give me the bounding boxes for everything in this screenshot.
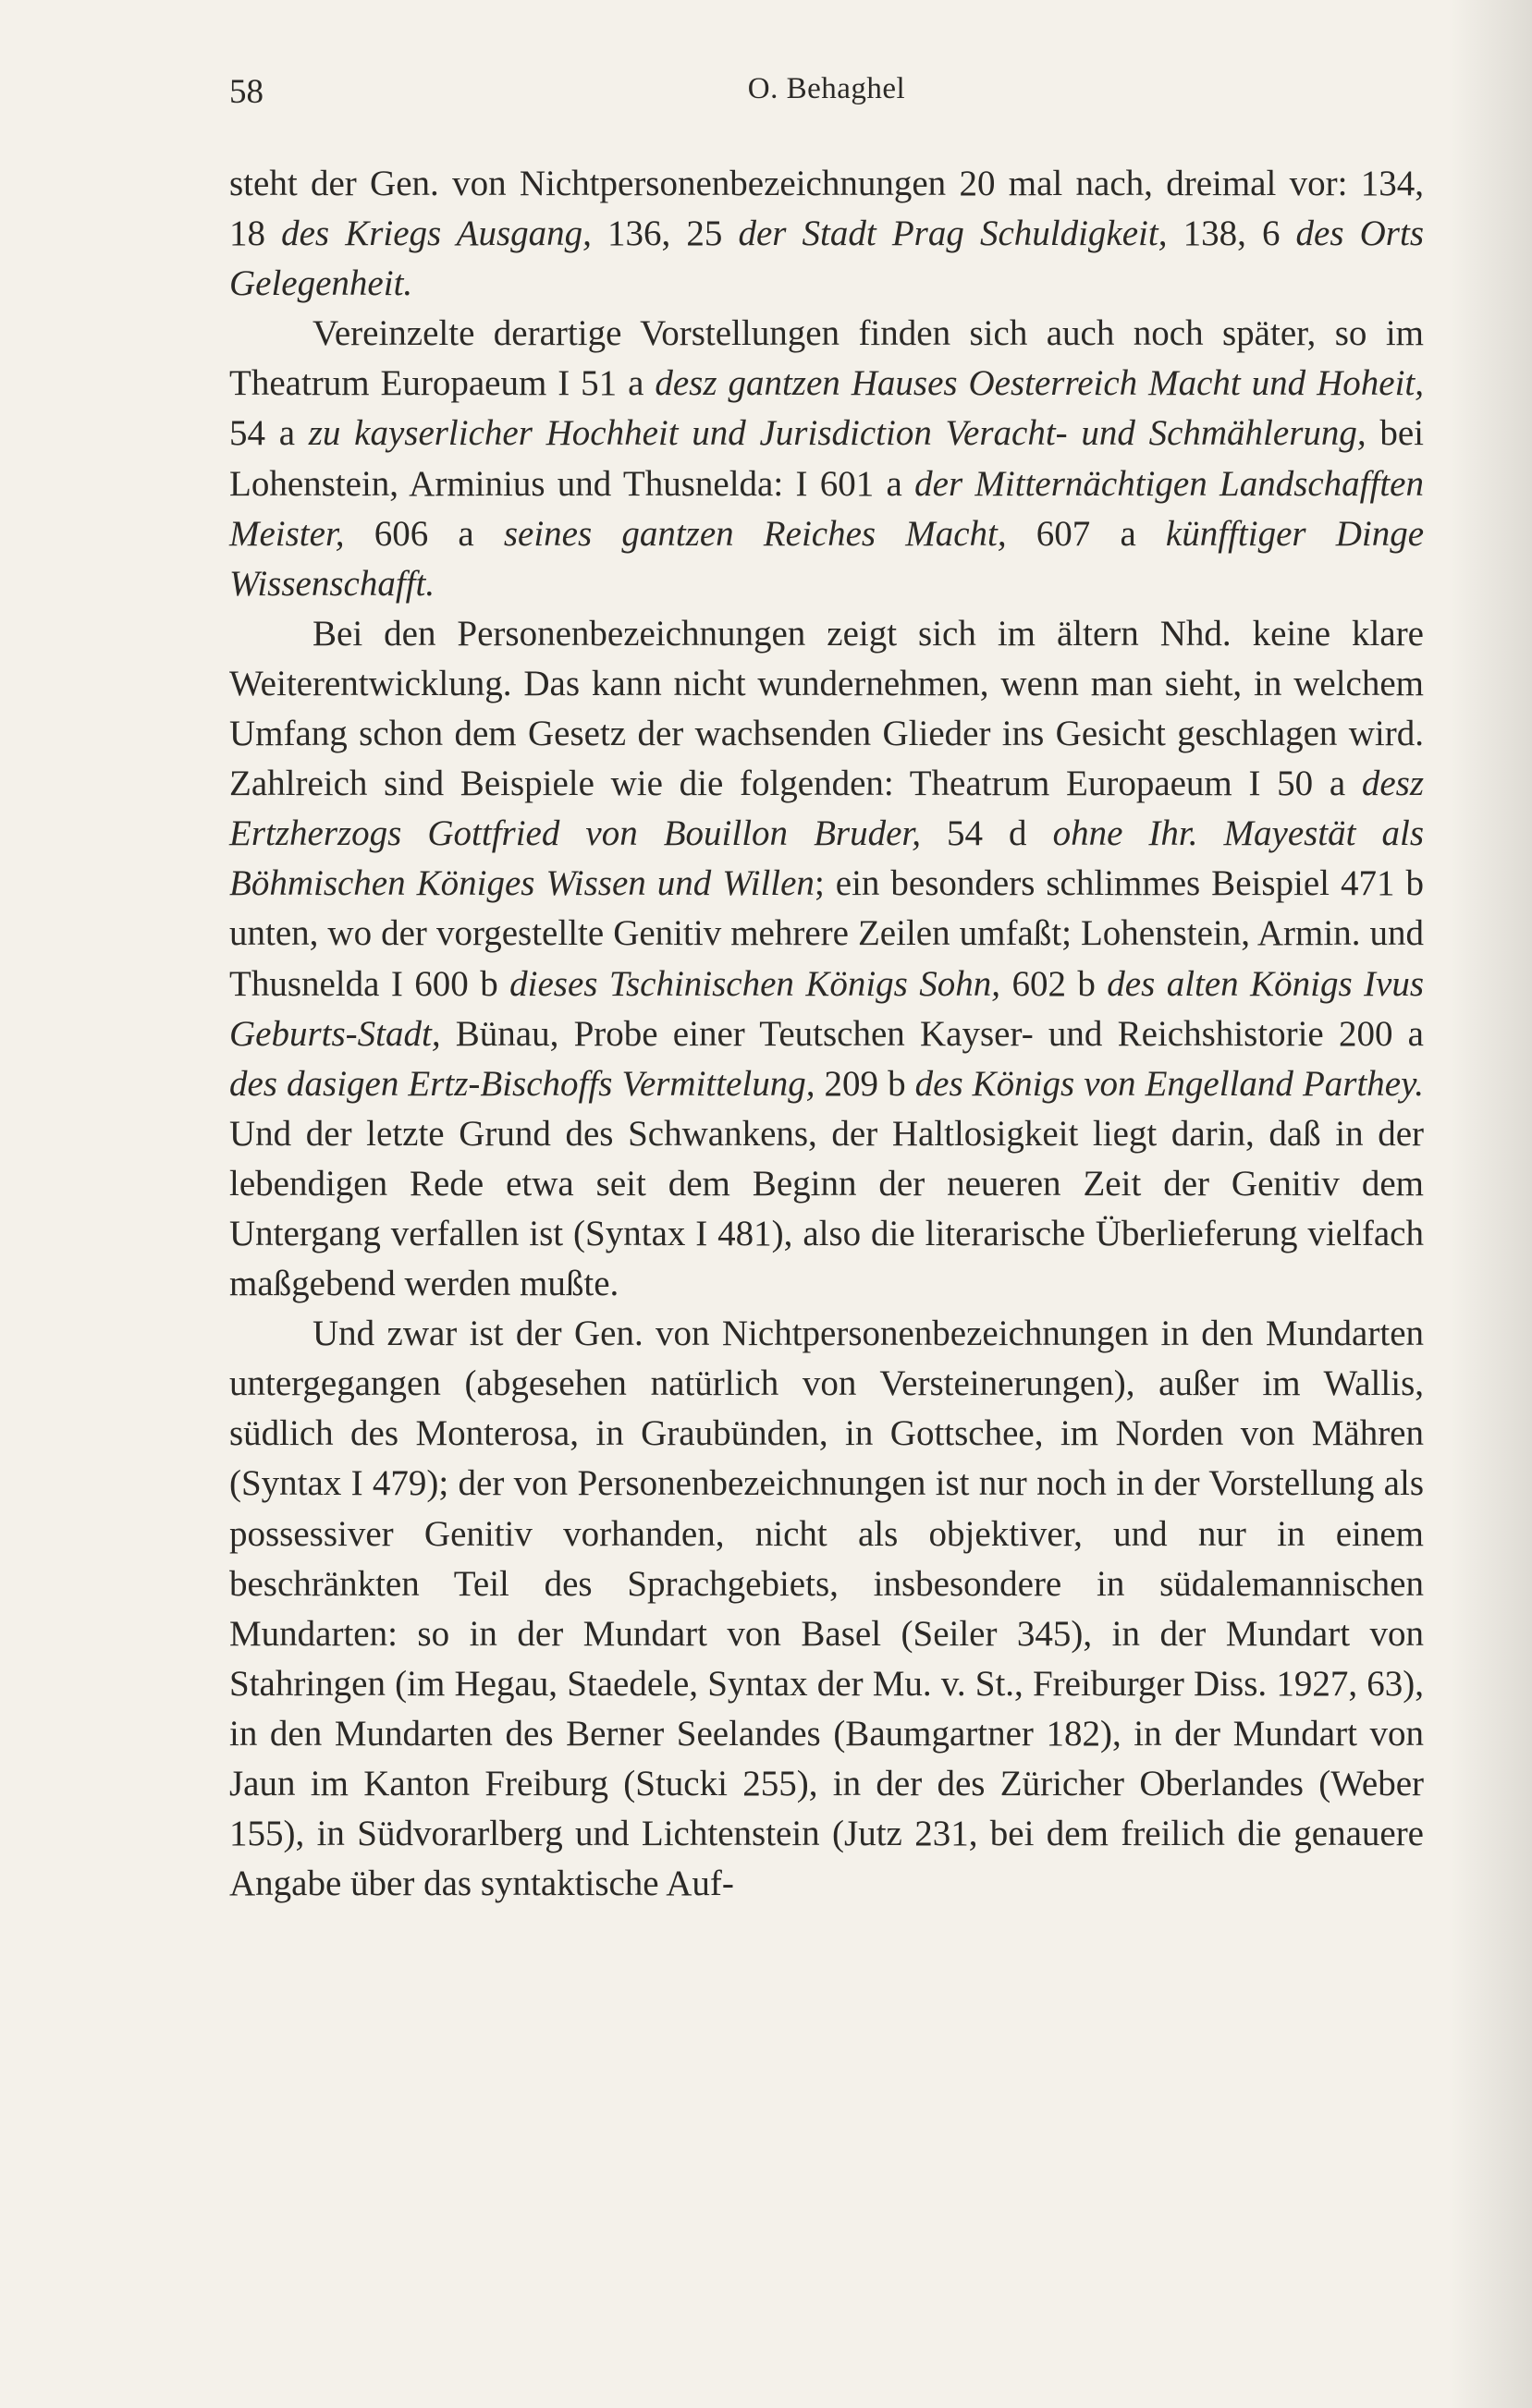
italic-citation: des Kriegs Ausgang, [281,214,592,254]
italic-citation: zu kayserlicher Hochheit und Jurisdiction Veracht- und Schmählerung, [308,413,1367,454]
paragraph-1 [229,159,1424,309]
text-run: 54 d [921,813,1053,854]
text-run: Und der letzte Grund des Schwankens, der Haltlosigkeit liegt darin, daß in der lebendigen Rede etwa seit dem Beginn der neueren Zeit der Genitiv dem Untergang verfallen ist (Syntax I 481), also die literarische Überlieferung vielfach maßgebend werden mußte. [229,1113,1424,1304]
text-run: 602 b [1000,963,1108,1004]
italic-citation: desz gantzen Hauses Oesterreich Macht und Hoheit, [655,363,1424,404]
italic-citation: des Orts Gelegenheit. [229,214,1424,304]
italic-citation: künfftiger Dinge Wissenschafft. [229,513,1425,604]
italic-citation: der Mitternächtigen Landschafften Meister, [229,463,1424,554]
italic-citation: ohne Ihr. Mayestät als Böhmischen Königes Wissen und Willen [229,813,1425,904]
italic-citation: dieses Tschinischen Königs Sohn, [509,963,1001,1004]
paragraph-3 [229,609,1424,1309]
text-run: 54 a [229,413,309,454]
italic-citation: desz Ertzherzogs Gottfried von Bouillon Bruder, [229,764,1424,854]
text-run: Bei den Personenbezeichnungen zeigt sich im ältern Nhd. keine klare Weiterentwicklung. Das kann nicht wundernehmen, wenn man sieht, in welchem Umfang schon dem Gesetz der wachsenden Glieder ins Gesicht geschlagen wird. Zahlreich sind Beispiele wie die folgenden: Theatrum Europaeum I 50 a [229,613,1424,804]
italic-citation: des dasigen Ertz-Bischoffs Vermittelung, [229,1063,815,1104]
paragraph-2 [229,309,1424,609]
page-number: 58 [229,73,264,111]
text-run: 138, 6 [1167,214,1296,254]
text-run: 136, 25 [591,214,739,254]
text-run: Vereinzelte derartige Vorstellungen finden sich auch noch später, so im Theatrum Europaeum I 51 a [229,313,1424,404]
running-head: O. Behaghel [747,72,906,105]
italic-citation: des alten Königs Ivus Geburts-Stadt, [229,963,1425,1054]
italic-citation: des Königs von Engelland Parthey. [914,1063,1425,1104]
text-run: ; ein besonders schlimmes Beispiel 471 b unten, wo der vorgestellte Genitiv mehrere Zeilen umfaßt; Lohenstein, Armin. und Thusnelda I 600 b [229,863,1424,1004]
body-text [229,159,1424,1909]
text-run: 607 a [1006,513,1166,554]
text-run: Und zwar ist der Gen. von Nichtpersonenbezeichnungen in den Mundarten untergegangen (abgesehen natürlich von Versteinerungen), außer im Wallis, südlich des Monterosa, in Graubünden, in Gottschee, im Norden von Mähren (Syntax I 479); der von Personenbezeichnungen ist nur noch in der Vorstellung als possessiver Genitiv vorhanden, nicht als objektiver, und nur in einem beschränkten Teil des Sprachgebiets, insbesondere in südalemannischen Mundarten: so in der Mundart von Basel (Seiler 345), in der Mundart von Stahringen (im Hegau, Staedele, Syntax der Mu. v. St., Freiburger Diss. 1927, 63), in den Mundarten des Berner Seelandes (Baumgartner 182), in der Mundart von Jaun im Kanton Freiburg (Stucki 255), in der des Züricher Oberlandes (Weber 155), in Südvorarlberg und Lichtenstein (Jutz 231, bei dem freilich die genauere Angabe über das syntaktische Auf- [229,1314,1424,1904]
text-run: 606 a [344,513,504,554]
text-run: steht der Gen. von Nichtpersonenbezeichnungen 20 mal nach, dreimal vor: 134, 18 [229,164,1424,254]
page-header [229,72,1424,120]
text-run: 209 b [815,1063,915,1104]
italic-citation: der Stadt Prag Schuldigkeit, [738,214,1168,254]
page-edge-shadow [1449,0,1532,2408]
italic-citation: seines gantzen Reiches Macht, [503,513,1007,554]
text-run: bei Lohenstein, Arminius und Thusnelda: I 601 a [229,413,1425,504]
paragraph-4 [229,1309,1424,1909]
text-run: Bünau, Probe einer Teutschen Kayser- und Reichshistorie 200 a [440,1013,1424,1054]
